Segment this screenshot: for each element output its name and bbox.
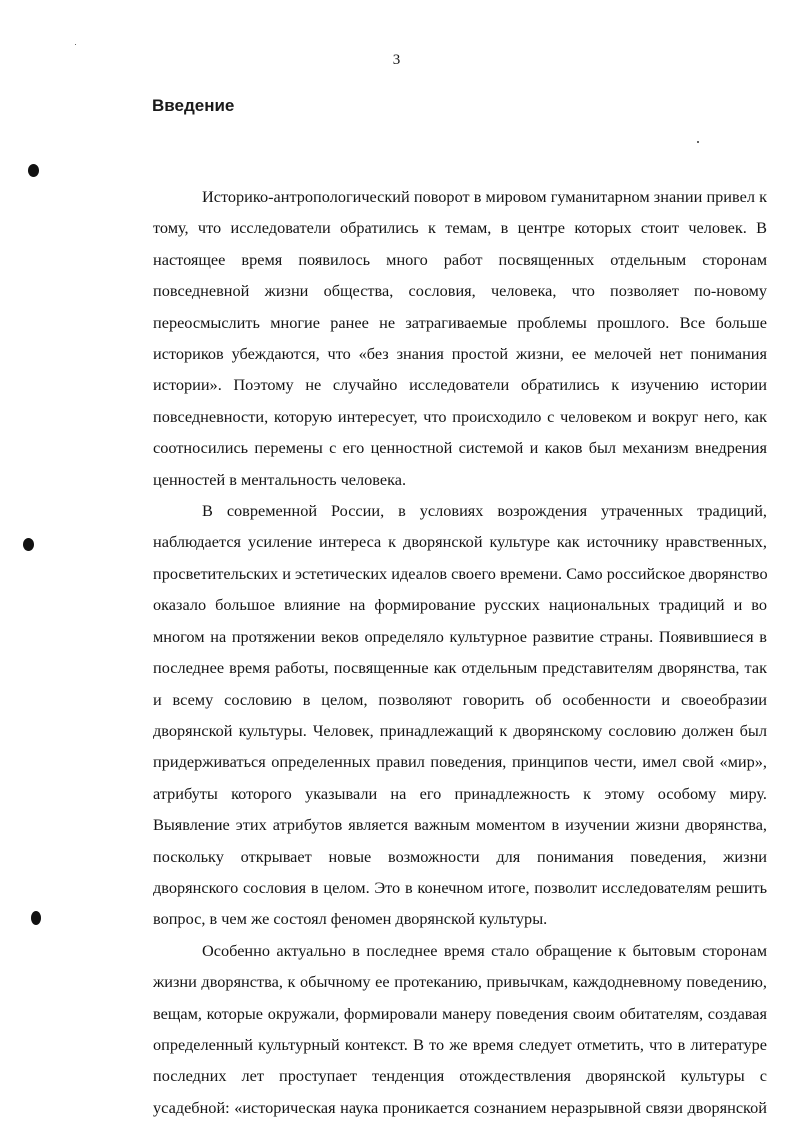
binding-hole-mark bbox=[31, 911, 41, 925]
text-line: истории». Поэтому не случайно исследователи обратились к изучению истории bbox=[153, 375, 767, 395]
text-line: последних лет проступает тенденция отождествления дворянской культуры с bbox=[153, 1066, 767, 1086]
page-number: 3 bbox=[392, 52, 401, 68]
text-line: повседневности, которую интересует, что происходило с человеком и вокруг него, как bbox=[153, 406, 767, 426]
text-line: соотносились перемены с его ценностной системой и каков был механизм внедрения bbox=[153, 438, 767, 458]
body-text bbox=[153, 181, 767, 1123]
text-line: атрибуты которого указывали на его принадлежность к этому особому миру. bbox=[153, 783, 767, 803]
text-line: поскольку открывает новые возможности для понимания поведения, жизни bbox=[153, 846, 767, 866]
text-line: многом на протяжении веков определяло культурное развитие страны. Появившиеся в bbox=[153, 626, 767, 646]
text-line: вопрос, в чем же состоял феномен дворянской культуры. bbox=[153, 909, 548, 929]
text-line: историков убеждаются, что «без знания простой жизни, ее мелочей нет понимания bbox=[153, 344, 767, 364]
section-heading: Введение bbox=[152, 96, 235, 115]
text-line: придерживаться определенных правил поведения, принципов чести, имел свой «мир», bbox=[153, 752, 767, 772]
text-line: вещам, которые окружали, формировали манеру поведения своим обитателям, создавая bbox=[153, 1003, 767, 1023]
text-line: усадебной: «историческая наука проникается сознанием неразрывной связи дворянской bbox=[153, 1097, 767, 1117]
text-line: и всему сословию в целом, позволяют говорить об особенности и своеобразии bbox=[153, 689, 767, 709]
scan-speck bbox=[697, 141, 699, 143]
text-line: наблюдается усиление интереса к дворянской культуре как источнику нравственных, bbox=[153, 532, 767, 552]
text-line: Выявление этих атрибутов является важным моментом в изучении жизни дворянства, bbox=[153, 815, 767, 835]
text-line: настоящее время появилось много работ посвященных отдельным сторонам bbox=[153, 249, 767, 269]
text-line: Особенно актуально в последнее время стало обращение к бытовым сторонам bbox=[202, 940, 767, 960]
text-line: дворянской культуры. Человек, принадлежащий к дворянскому сословию должен был bbox=[153, 720, 767, 740]
binding-hole-mark bbox=[23, 538, 34, 551]
text-line: повседневной жизни общества, сословия, человека, что позволяет по-новому bbox=[153, 281, 767, 301]
text-line: жизни дворянства, к обычному ее протеканию, привычкам, каждодневному поведению, bbox=[153, 972, 767, 992]
text-line: дворянского сословия в целом. Это в конечном итоге, позволит исследователям решить bbox=[153, 877, 767, 897]
text-line: оказало большое влияние на формирование русских национальных традиций и во bbox=[153, 595, 767, 615]
binding-hole-mark bbox=[28, 164, 39, 177]
text-line: ценностей в ментальность человека. bbox=[153, 469, 407, 489]
text-line: В современной России, в условиях возрождения утраченных традиций, bbox=[202, 501, 767, 521]
text-line: Историко-антропологический поворот в мировом гуманитарном знании привел к bbox=[202, 187, 767, 206]
text-line: просветительских и эстетических идеалов своего времени. Само российское дворянство bbox=[153, 563, 768, 583]
text-line: определенный культурный контекст. В то же время следует отметить, что в литературе bbox=[153, 1034, 767, 1054]
text-line: последнее время работы, посвященные как отдельным представителям дворянства, так bbox=[153, 658, 767, 678]
scan-speck bbox=[75, 44, 76, 45]
text-line: тому, что исследователи обратились к темам, в центре которых стоит человек. В bbox=[153, 218, 767, 238]
text-line: переосмыслить многие ранее не затрагиваемые проблемы прошлого. Все больше bbox=[153, 312, 767, 332]
